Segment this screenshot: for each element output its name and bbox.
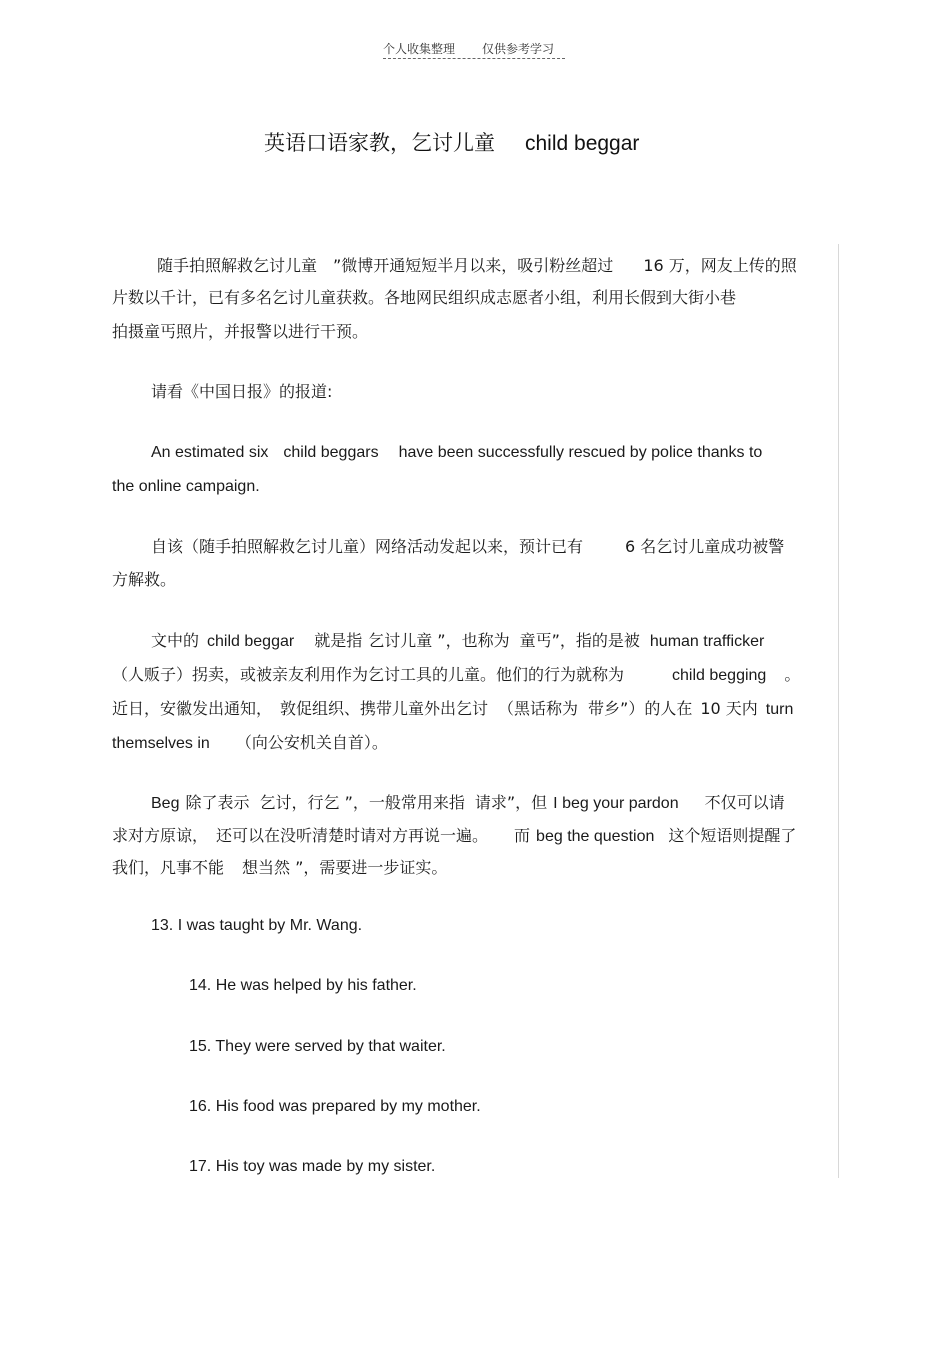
p5-text: 敦促组织、携带儿童外出乞讨 (280, 699, 489, 718)
p3-text: child beggars (283, 444, 379, 461)
paragraph-4-line-1 (151, 534, 784, 557)
sentence-item: 13. I was taught by Mr. Wang. (151, 917, 363, 934)
p6-text: Beg (151, 795, 180, 812)
p6-text: 我们，凡事不能 (112, 858, 225, 877)
p4-text: 自该（随手拍照解救乞讨儿童）网络活动发起以来，预计已有 (151, 537, 584, 556)
p1-text: 随手拍照解救乞讨儿童 (157, 256, 318, 275)
p5-text: 童丐”，指的是被 (519, 631, 640, 650)
paragraph-5-line-3 (112, 696, 793, 719)
p5-text: 就是指 (314, 631, 363, 650)
p5-text: 乞讨儿童 ”，也称为 (368, 631, 510, 650)
document-title (264, 127, 639, 157)
paragraph-5-line-2 (112, 662, 800, 685)
paragraph-6-line-2 (112, 823, 796, 846)
p5-text: turn (765, 701, 794, 718)
paragraph-5-line-1 (151, 628, 764, 651)
paragraph-2: 请看《中国日报》的报道: (151, 382, 333, 401)
paragraph-6-line-3 (112, 855, 447, 878)
p5-text: 。 (784, 665, 801, 684)
p6-text: 而 (514, 826, 531, 845)
p6-text: 求对方原谅， (112, 826, 209, 845)
paragraph-1-line-3: 拍摄童丐照片，并报警以进行干预。 (112, 322, 369, 341)
header-right-text: 仅供参考学习 (482, 42, 555, 56)
paragraph-6-line-1 (151, 790, 785, 813)
paragraph-3-line-2: the online campaign. (112, 478, 260, 495)
sentence-item: 15. They were served by that waiter. (189, 1038, 446, 1055)
sentence-item: 17. His toy was made by my sister. (189, 1158, 436, 1175)
header-left-text: 个人收集整理 (383, 42, 456, 56)
title-chinese: 英语口语家教，乞讨儿童 (264, 131, 495, 155)
p6-text: 请求”，但 (474, 793, 548, 812)
p6-text: 这个短语则提醒了 (668, 826, 797, 845)
sentence-item: 14. He was helped by his father. (189, 977, 417, 994)
p5-text: themselves in (112, 735, 210, 752)
p4-text: 6 名乞讨儿童成功被警 (625, 537, 785, 556)
p5-text: human trafficker (649, 633, 765, 650)
p6-text: 不仅可以请 (704, 793, 785, 812)
paragraph-1-line-1 (157, 253, 797, 276)
p5-text: 带乡”）的人在 (588, 699, 693, 718)
paragraph-1-line-2: 片数以千计，已有多名乞讨儿童获救。各地网民组织成志愿者小组，利用长假到大街小巷 (112, 288, 737, 307)
p6-text: 除了表示 (185, 793, 250, 812)
paragraph-5-line-4 (112, 730, 388, 753)
p5-text: child begging (672, 667, 767, 684)
sentence-item: 16. His food was prepared by my mother. (189, 1098, 481, 1115)
page-header (383, 40, 565, 59)
margin-rule (838, 244, 839, 1178)
paragraph-3-line-1 (151, 444, 762, 462)
p1-text: ”微博开通短短半月以来，吸引粉丝超过 (333, 256, 614, 275)
p5-text: （黑话称为 (498, 699, 579, 718)
p5-text: （向公安机关自首）。 (235, 733, 388, 752)
p6-text: 还可以在没听清楚时请对方再说一遍。 (216, 826, 489, 845)
p6-text: 乞讨，行乞 ”，一般常用来指 (259, 793, 465, 812)
p1-text: 16 万，网友上传的照 (643, 256, 797, 275)
p6-text: 想当然 ”，需要进一步证实。 (242, 858, 448, 877)
p5-text: child beggar (207, 633, 295, 650)
p6-text: beg the question (536, 828, 655, 845)
p5-text: 文中的 (151, 631, 200, 650)
p5-text: 10 天内 (700, 699, 758, 718)
p3-text: An estimated six (151, 444, 269, 461)
p6-text: I beg your pardon (553, 795, 679, 812)
p5-text: （人贩子）拐卖，或被亲友利用作为乞讨工具的儿童。他们的行为就称为 (112, 665, 625, 684)
title-english: child beggar (525, 132, 640, 155)
paragraph-4-line-2: 方解救。 (112, 570, 177, 589)
p3-text: have been successfully rescued by police thanks to (398, 444, 763, 461)
p5-text: 近日，安徽发出通知， (112, 699, 273, 718)
